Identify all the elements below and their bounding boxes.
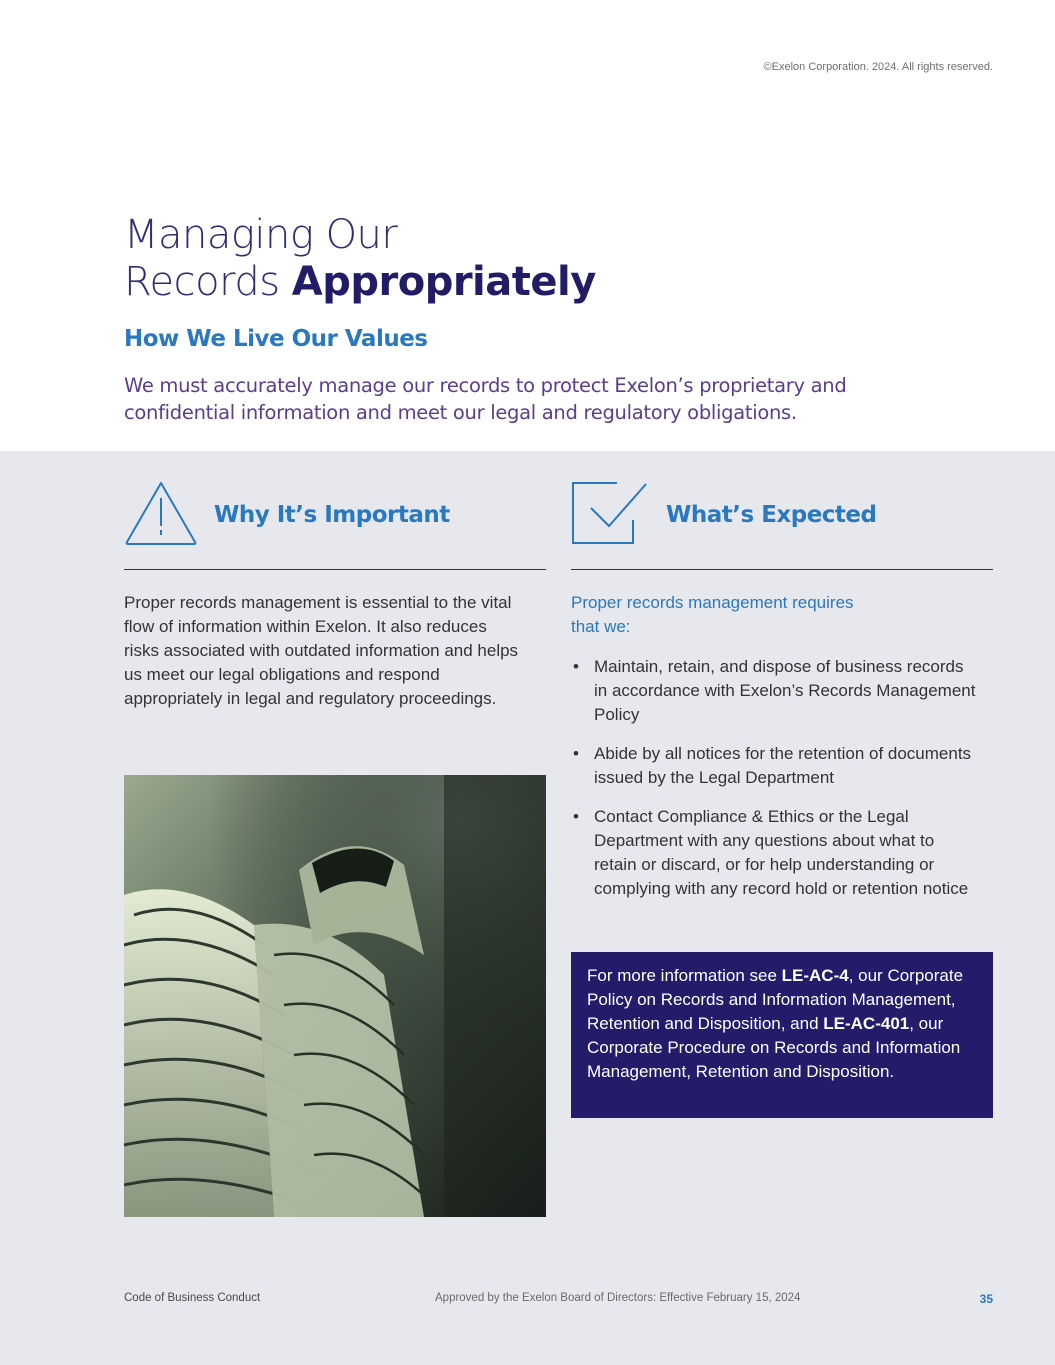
divider-right [571, 569, 993, 570]
list-item: • Contact Compliance & Ethics or the Legal Department with any questions about what to retain or discard, or for help understanding or complying with any record hold or retention notice [573, 807, 969, 898]
values-statement: We must accurately manage our records to protect Exelon’s proprietary and confidential information and meet our legal and regulatory obligations. [124, 374, 847, 424]
footer-approval-note: Approved by the Exelon Board of Directors: Effective February 15, 2024 [435, 1292, 801, 1304]
why-important-heading: Why It’s Important [214, 502, 450, 528]
expected-list [571, 655, 981, 916]
whats-expected-header [571, 480, 877, 546]
info-text-3: , our Corporate Procedure on Records and Information Management, Retention and Disposition. [587, 1014, 961, 1081]
page-number: 35 [979, 1292, 993, 1306]
page-title [124, 212, 596, 306]
footer-document-name: Code of Business Conduct [124, 1292, 261, 1304]
why-important-header [124, 480, 450, 546]
title-line-2-thin: Records [124, 259, 292, 305]
list-item-text: Contact Compliance & Ethics or the Legal Department with any questions about what to retain or discard, or for help understanding or complying with any record hold or retention notice [594, 807, 969, 898]
info-text-1: For more information see [587, 966, 782, 985]
info-text-2: , our Corporate Policy on Records and Information Management, Retention and Disposition, and [587, 966, 964, 1033]
procedure-code-link[interactable]: LE-AC-401 [823, 1014, 910, 1033]
list-item: • Abide by all notices for the retention of documents issued by the Legal Department [573, 744, 972, 787]
title-line-1: Managing Our [124, 212, 398, 258]
values-heading: How We Live Our Values [124, 326, 428, 352]
why-important-text: Proper records management is essential to the vital flow of information within Exelon. It also reduces risks associated with outdated information and helps us meet our legal obligations and respond appropriately in legal and regulatory proceedings. [124, 593, 519, 708]
copyright-notice: ©Exelon Corporation. 2024. All rights reserved. [763, 61, 993, 73]
warning-triangle-icon [124, 480, 198, 546]
whats-expected-heading: What’s Expected [666, 502, 877, 528]
more-info-box [571, 952, 993, 1118]
divider-left [124, 569, 546, 570]
policy-code-link[interactable]: LE-AC-4 [781, 966, 849, 985]
list-item: • Maintain, retain, and dispose of business records in accordance with Exelon’s Records Management Policy [573, 657, 976, 724]
list-item-text: Abide by all notices for the retention of documents issued by the Legal Department [594, 744, 972, 787]
checkbox-check-icon [571, 480, 649, 546]
title-line-2-bold: Appropriately [291, 259, 596, 305]
file-folders-photo [124, 775, 546, 1217]
list-item-text: Maintain, retain, and dispose of business records in accordance with Exelon’s Records Management Policy [594, 657, 976, 724]
expected-intro: Proper records management requires that we: [571, 593, 854, 636]
